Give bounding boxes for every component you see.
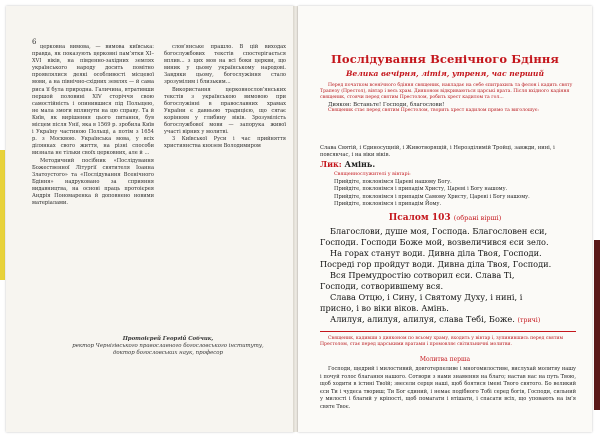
psalm-title: Псалом 103: [388, 213, 451, 223]
signature-line: доктор богословських наук, професор: [113, 350, 223, 356]
paragraph: Використання церковнослов’янських текстів з українською вимовою при богослужінні в православних храмах України є давньою традицією, що сягає корінням у глибину віків. Зрозумілість богослужбової мови — запорука живої участі вірних у молитві.: [164, 86, 286, 136]
doxology: Слава Святій, і Єдиносущній, і Животворящій, і Нерозділимій Тройці, завжди, нині, і повсякчас, і на віки віків.: [320, 145, 555, 158]
prayer-line: Прийдіте, поклонімся і припадім Христу, Цареві і Богу нашому.: [334, 186, 508, 193]
clergy-note: Священнослужителі у вівтарі:: [334, 172, 411, 177]
signature-name: Протоієрей Георгій Собчик,: [122, 336, 214, 342]
psalm-text: [320, 226, 578, 326]
psalm-line: Слава Отцю, і Сину, і Святому Духу, і нині, і: [330, 292, 523, 302]
lik-response: [320, 159, 375, 169]
psalm-line: Посреді гор пройдут води. Дивна діла Твоя, Господи.: [320, 259, 552, 269]
prayer-line: Прийдіте, поклонімся і припадім Самому Христу, Цареві і Богу нашому.: [334, 193, 530, 200]
psalm-line: Благослови, душе моя, Господа. Благословен єси,: [330, 226, 548, 236]
invitatory-prayers: [334, 171, 574, 209]
psalm-line: Вся Премудростію сотворил єси. Слава Ті,: [330, 270, 515, 280]
rubric-text: Священик, кадивши з дияконом по всьому храму, входить у вівтар і, зупинившись перед святим Престолом, стає перед царськими вратами і промовляє світильничні молитви.: [320, 336, 564, 348]
right-page: [298, 6, 592, 432]
section-title: Послідування Всенічного Бдіння: [330, 52, 560, 66]
left-column-1: [32, 44, 154, 207]
psalm-line: Господи. Господи Боже мой, возвеличився єси зело.: [320, 237, 549, 247]
psalm-heading: [298, 213, 592, 223]
psalm-note: (обрані вірші): [453, 214, 502, 222]
prayer-line: Прийдіте, поклонімся і припадім Йому.: [334, 201, 442, 208]
psalm-line: присно, і во віки віков. Амінь.: [320, 303, 449, 313]
prayer-text: Господи, щедрий і милостивий, довготерпеливе і многомилостиве, вислухай молитву нашу і почуй голос благання нашого. Сотвори з нами знамення на благо; настав нас на путь Твою, щоб ходити в істині Твоїй; звесели серця наші, щоб боятися імені Твого святого. Бо великий єси Ти і чудеса твориш; Ти Бог єдиний, і немає подібного Тобі серед богів, Господи, сильний у милості і благий у кріпості, щоб помагати і втішати, і спасати всіх, що уповають на ім’я святе Твоє.: [320, 366, 576, 410]
psalm-last-line: [320, 314, 578, 326]
paragraph: З Київської Руси і час прийняття християнства князем Володимиром: [164, 136, 286, 150]
psalm-line: Господи, сотворившему вся.: [320, 281, 444, 291]
lik-label: Лик:: [320, 159, 342, 169]
paragraph: слов’янське прашло. В цій виходах богослужбових текстів спостерігається вплив... з цих мов на всі боки церкви, що виник у цьому українському народові. Завдяки цьому, богослужіння стало зрозумілим і близьким...: [164, 44, 286, 86]
rubric-text: Перед початком всенічного бдіння священик, накладає на себе єпитрахиль та фелон і кадить святу Трапезу (Престол), вівтар і весь храм. Дияконом відкриваються царські врата. Після вхідного кадіння священик, стоячи перед святим Престолом, робить хрест кадилом та гол...: [320, 83, 573, 101]
psalm-line: Алилуя, алилуя, алилуя, слава Тебі, Боже.: [330, 314, 515, 324]
prayer-heading: Молитва перша: [419, 356, 471, 363]
prayer-body: [320, 366, 576, 412]
paragraph: Методичний посібник «Послідування Божественної Літургії святителя Іоанна Златоустого» та «Послідування Всенічного Бдіння» надруковано за сприяння видавництва, на основі праць протоієрея Андрія Пономаренка й доповнено новими матеріалами.: [32, 157, 154, 207]
rubric-text: Священик стає перед святим Престолом, творить хрест кадилом прямо та виголошує:: [328, 107, 539, 113]
rubric-intro: [320, 83, 576, 114]
page-number: 6: [32, 38, 37, 46]
dark-cover-edge: [594, 240, 600, 410]
lik-text: Амінь.: [344, 159, 376, 169]
psalm-line: На горах станут води. Дивна діла Твоя, Господи.: [330, 248, 542, 258]
deacon-line: Диякон: Встаньте! Господи, благослови!: [328, 101, 445, 108]
signature-line: ректор Чернігівського православного богословського інституту,: [72, 343, 264, 349]
yellow-book-edge: [0, 150, 5, 280]
signature-block: [68, 336, 268, 357]
rubric-note: [320, 336, 576, 348]
section-subtitle: Велика вечірня, літія, утреня, час перший: [346, 69, 544, 78]
left-column-2: [164, 44, 286, 150]
paragraph: церковна вимова, — вимова київська: правда, як показують церковні пам’ятки XI–XVI віків, на південно-західних землях українського народу досить помітно проявлялися деякі особливості місцевої мови, а на північно-східних землях — й сама риса її була природна. Галичина, втративши першой половині XIV сторіччя свою самостійність і опинившися під Польщею, не мала змоги вплинути на цю справу. Та й Київ, як вирішення цього питання, був місцем після Унії, яка в 1569 р. зробила Київ і Україну частиною Польщі, а потім з 1654 р. з Москвою. Українська мова, у всіх ділянках свого життя, на різні способи визнала не тільки своїх церковних, але й ...: [32, 44, 154, 157]
divider: [320, 331, 576, 332]
left-page: [6, 6, 294, 432]
prayer-line: Прийдіте, поклонімся Цареві нашому Богу.: [334, 178, 452, 185]
repeat-note: (тричі): [517, 317, 541, 324]
